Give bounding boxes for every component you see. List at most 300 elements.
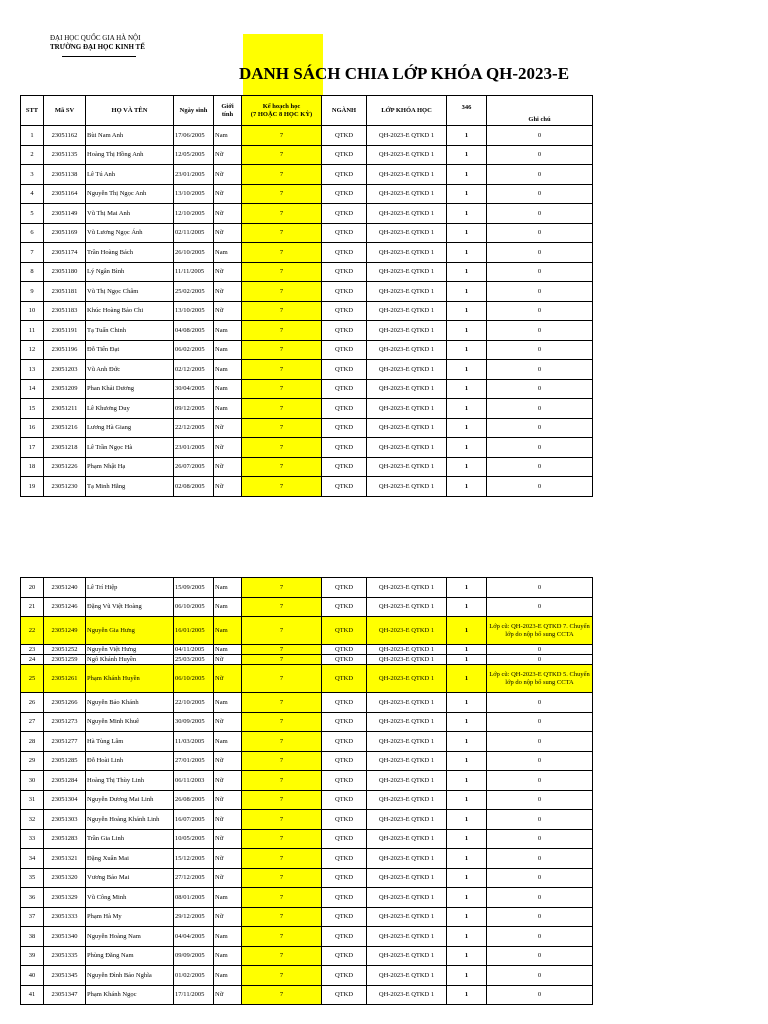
- nganh-cell: QTKD: [322, 321, 367, 341]
- ke-hoach-cell: 7: [242, 966, 322, 986]
- gioi-tinh-cell: Nam: [214, 645, 242, 655]
- gioi-tinh-cell: Nam: [214, 360, 242, 380]
- ghi-chu-cell: 0: [487, 829, 593, 849]
- gioi-tinh-cell: Nữ: [214, 665, 242, 693]
- ngay-sinh-cell: 30/09/2005: [174, 712, 214, 732]
- table-row: [21, 321, 593, 341]
- ho-ten-cell: Tạ Minh Hằng: [86, 477, 174, 497]
- stt-cell: 38: [21, 927, 44, 947]
- ho-ten-cell: Vương Bảo Mai: [86, 868, 174, 888]
- table-row: [21, 243, 593, 263]
- ma-sv-cell: 23051259: [44, 655, 86, 665]
- ghi-chu-cell: 0: [487, 790, 593, 810]
- nganh-cell: QTKD: [322, 645, 367, 655]
- ma-sv-cell: 23051347: [44, 985, 86, 1005]
- gioi-tinh-cell: Nữ: [214, 849, 242, 869]
- ngay-sinh-cell: 27/01/2005: [174, 751, 214, 771]
- nganh-cell: QTKD: [322, 597, 367, 617]
- nganh-cell: QTKD: [322, 868, 367, 888]
- ke-hoach-cell: 7: [242, 946, 322, 966]
- ghi-chu-cell: 0: [487, 457, 593, 477]
- lop-cell: QH-2023-E QTKD 1: [367, 985, 447, 1005]
- lop-cell: QH-2023-E QTKD 1: [367, 849, 447, 869]
- gioi-tinh-cell: Nữ: [214, 301, 242, 321]
- stt-cell: 6: [21, 223, 44, 243]
- ho-ten-cell: Nguyễn Việt Hưng: [86, 645, 174, 655]
- ghi-chu-cell: 0: [487, 399, 593, 419]
- stt-cell: 14: [21, 379, 44, 399]
- table-row: [21, 849, 593, 869]
- nganh-cell: QTKD: [322, 732, 367, 752]
- ke-hoach-cell: 7: [242, 771, 322, 791]
- ke-hoach-cell: 7: [242, 693, 322, 713]
- ngay-sinh-cell: 23/01/2005: [174, 438, 214, 458]
- table-row: [21, 888, 593, 908]
- count-cell: 1: [447, 165, 487, 185]
- lop-cell: QH-2023-E QTKD 1: [367, 321, 447, 341]
- ngay-sinh-cell: 30/04/2005: [174, 379, 214, 399]
- lop-cell: QH-2023-E QTKD 1: [367, 771, 447, 791]
- ghi-chu-cell: Lớp cũ: QH-2023-E QTKD 7. Chuyển lớp do nộp bổ sung CCTA: [487, 617, 593, 645]
- ghi-chu-cell: 0: [487, 693, 593, 713]
- count-cell: 1: [447, 907, 487, 927]
- ghi-chu-cell: 0: [487, 771, 593, 791]
- count-cell: 1: [447, 790, 487, 810]
- stt-cell: 19: [21, 477, 44, 497]
- ke-hoach-cell: 7: [242, 418, 322, 438]
- table-row: [21, 771, 593, 791]
- ma-sv-cell: 23051333: [44, 907, 86, 927]
- stt-cell: 15: [21, 399, 44, 419]
- ho-ten-cell: Nguyễn Gia Hưng: [86, 617, 174, 645]
- col-ho-ten: HỌ VÀ TÊN: [86, 96, 174, 126]
- ke-hoach-cell: 7: [242, 790, 322, 810]
- ke-hoach-cell: 7: [242, 927, 322, 947]
- ghi-chu-cell: 0: [487, 165, 593, 185]
- count-cell: 1: [447, 985, 487, 1005]
- count-cell: 1: [447, 771, 487, 791]
- stt-cell: 10: [21, 301, 44, 321]
- ke-hoach-cell: 7: [242, 665, 322, 693]
- gioi-tinh-cell: Nam: [214, 399, 242, 419]
- ghi-chu-cell: 0: [487, 732, 593, 752]
- nganh-cell: QTKD: [322, 655, 367, 665]
- ma-sv-cell: 23051149: [44, 204, 86, 224]
- ma-sv-cell: 23051180: [44, 262, 86, 282]
- gioi-tinh-cell: Nữ: [214, 655, 242, 665]
- ho-ten-cell: Nguyễn Bảo Khánh: [86, 693, 174, 713]
- ho-ten-cell: Vũ Công Minh: [86, 888, 174, 908]
- stt-cell: 7: [21, 243, 44, 263]
- stt-cell: 28: [21, 732, 44, 752]
- count-cell: 1: [447, 966, 487, 986]
- ngay-sinh-cell: 12/05/2005: [174, 145, 214, 165]
- lop-cell: QH-2023-E QTKD 1: [367, 145, 447, 165]
- gioi-tinh-cell: Nữ: [214, 751, 242, 771]
- stt-cell: 37: [21, 907, 44, 927]
- stt-cell: 25: [21, 665, 44, 693]
- table-row: [21, 282, 593, 302]
- lop-cell: QH-2023-E QTKD 1: [367, 457, 447, 477]
- stt-cell: 2: [21, 145, 44, 165]
- ho-ten-cell: Lê Trần Ngọc Hà: [86, 438, 174, 458]
- stt-cell: 21: [21, 597, 44, 617]
- ghi-chu-cell: 0: [487, 204, 593, 224]
- table-row: [21, 645, 593, 655]
- gioi-tinh-cell: Nữ: [214, 262, 242, 282]
- ngay-sinh-cell: 26/07/2005: [174, 457, 214, 477]
- ke-hoach-cell: 7: [242, 477, 322, 497]
- count-cell: 1: [447, 243, 487, 263]
- ghi-chu-cell: 0: [487, 985, 593, 1005]
- lop-cell: QH-2023-E QTKD 1: [367, 829, 447, 849]
- nganh-cell: QTKD: [322, 907, 367, 927]
- lop-cell: QH-2023-E QTKD 1: [367, 617, 447, 645]
- lop-cell: QH-2023-E QTKD 1: [367, 655, 447, 665]
- gioi-tinh-cell: Nam: [214, 578, 242, 598]
- lop-cell: QH-2023-E QTKD 1: [367, 282, 447, 302]
- count-cell: 1: [447, 712, 487, 732]
- ma-sv-cell: 23051249: [44, 617, 86, 645]
- stt-cell: 5: [21, 204, 44, 224]
- stt-cell: 18: [21, 457, 44, 477]
- ghi-chu-cell: 0: [487, 578, 593, 598]
- count-cell: 1: [447, 360, 487, 380]
- ngay-sinh-cell: 23/01/2005: [174, 165, 214, 185]
- ngay-sinh-cell: 13/10/2005: [174, 184, 214, 204]
- gioi-tinh-cell: Nam: [214, 243, 242, 263]
- nganh-cell: QTKD: [322, 578, 367, 598]
- table-row: [21, 165, 593, 185]
- ghi-chu-cell: 0: [487, 966, 593, 986]
- nganh-cell: QTKD: [322, 165, 367, 185]
- ngay-sinh-cell: 08/01/2005: [174, 888, 214, 908]
- ho-ten-cell: Vũ Lương Ngọc Ánh: [86, 223, 174, 243]
- ma-sv-cell: 23051252: [44, 645, 86, 655]
- ho-ten-cell: Vũ Thị Mai Anh: [86, 204, 174, 224]
- gioi-tinh-cell: Nữ: [214, 438, 242, 458]
- stt-cell: 12: [21, 340, 44, 360]
- gioi-tinh-cell: Nam: [214, 617, 242, 645]
- lop-cell: QH-2023-E QTKD 1: [367, 243, 447, 263]
- count-cell: 1: [447, 732, 487, 752]
- ghi-chu-cell: 0: [487, 126, 593, 146]
- ghi-chu-cell: 0: [487, 477, 593, 497]
- ghi-chu-cell: 0: [487, 888, 593, 908]
- ghi-chu-cell: 0: [487, 868, 593, 888]
- count-cell: 1: [447, 868, 487, 888]
- ma-sv-cell: 23051303: [44, 810, 86, 830]
- ghi-chu-cell: 0: [487, 927, 593, 947]
- nganh-cell: QTKD: [322, 849, 367, 869]
- gioi-tinh-cell: Nữ: [214, 418, 242, 438]
- ke-hoach-cell: 7: [242, 732, 322, 752]
- table-row: [21, 665, 593, 693]
- ho-ten-cell: Lê Tú Anh: [86, 165, 174, 185]
- ke-hoach-cell: 7: [242, 126, 322, 146]
- ho-ten-cell: Trần Gia Linh: [86, 829, 174, 849]
- stt-cell: 22: [21, 617, 44, 645]
- ngay-sinh-cell: 16/01/2005: [174, 617, 214, 645]
- ngay-sinh-cell: 11/03/2005: [174, 732, 214, 752]
- ma-sv-cell: 23051285: [44, 751, 86, 771]
- page-title: DANH SÁCH CHIA LỚP KHÓA QH-2023-E: [238, 64, 570, 83]
- stt-cell: 29: [21, 751, 44, 771]
- ma-sv-cell: 23051230: [44, 477, 86, 497]
- ma-sv-cell: 23051240: [44, 578, 86, 598]
- gioi-tinh-cell: Nữ: [214, 985, 242, 1005]
- ma-sv-cell: 23051135: [44, 145, 86, 165]
- table-row: [21, 145, 593, 165]
- ngay-sinh-cell: 25/03/2005: [174, 655, 214, 665]
- ho-ten-cell: Lý Ngân Bình: [86, 262, 174, 282]
- count-cell: 1: [447, 399, 487, 419]
- ghi-chu-cell: 0: [487, 946, 593, 966]
- ho-ten-cell: Nguyễn Dương Mai Linh: [86, 790, 174, 810]
- ngay-sinh-cell: 17/06/2005: [174, 126, 214, 146]
- gioi-tinh-cell: Nữ: [214, 282, 242, 302]
- count-cell: 1: [447, 578, 487, 598]
- col-ke-hoach: Kế hoạch học (7 HOẶC 8 HỌC KỲ): [242, 96, 322, 126]
- ngay-sinh-cell: 04/11/2005: [174, 645, 214, 655]
- ke-hoach-cell: 7: [242, 810, 322, 830]
- ho-ten-cell: Lương Hà Giang: [86, 418, 174, 438]
- ho-ten-cell: Bùi Nam Anh: [86, 126, 174, 146]
- nganh-cell: QTKD: [322, 665, 367, 693]
- nganh-cell: QTKD: [322, 282, 367, 302]
- table-row: [21, 126, 593, 146]
- count-cell: 1: [447, 282, 487, 302]
- stt-cell: 3: [21, 165, 44, 185]
- lop-cell: QH-2023-E QTKD 1: [367, 907, 447, 927]
- ke-hoach-cell: 7: [242, 204, 322, 224]
- ngay-sinh-cell: 13/10/2005: [174, 301, 214, 321]
- table-row: [21, 223, 593, 243]
- lop-cell: QH-2023-E QTKD 1: [367, 810, 447, 830]
- ghi-chu-cell: 0: [487, 597, 593, 617]
- ho-ten-cell: Nguyễn Minh Khuê: [86, 712, 174, 732]
- count-cell: 1: [447, 145, 487, 165]
- ma-sv-cell: 23051183: [44, 301, 86, 321]
- table-row: [21, 946, 593, 966]
- nganh-cell: QTKD: [322, 145, 367, 165]
- ke-hoach-cell: 7: [242, 165, 322, 185]
- stt-cell: 40: [21, 966, 44, 986]
- count-cell: 1: [447, 927, 487, 947]
- ke-hoach-cell: 7: [242, 438, 322, 458]
- table-row: [21, 184, 593, 204]
- count-cell: 1: [447, 438, 487, 458]
- table-row: [21, 301, 593, 321]
- lop-cell: QH-2023-E QTKD 1: [367, 438, 447, 458]
- table-row: [21, 790, 593, 810]
- ghi-chu-cell: 0: [487, 655, 593, 665]
- table-row: [21, 360, 593, 380]
- nganh-cell: QTKD: [322, 184, 367, 204]
- nganh-cell: QTKD: [322, 223, 367, 243]
- ma-sv-cell: 23051164: [44, 184, 86, 204]
- ma-sv-cell: 23051196: [44, 340, 86, 360]
- count-cell: 1: [447, 418, 487, 438]
- col-count: 346: [447, 96, 487, 126]
- gioi-tinh-cell: Nữ: [214, 204, 242, 224]
- student-table-page-1: [20, 95, 593, 497]
- lop-cell: QH-2023-E QTKD 1: [367, 204, 447, 224]
- gioi-tinh-cell: Nam: [214, 888, 242, 908]
- count-cell: 1: [447, 477, 487, 497]
- lop-cell: QH-2023-E QTKD 1: [367, 751, 447, 771]
- table-row: [21, 262, 593, 282]
- lop-cell: QH-2023-E QTKD 1: [367, 645, 447, 655]
- ke-hoach-cell: 7: [242, 712, 322, 732]
- gioi-tinh-cell: Nam: [214, 732, 242, 752]
- table-row: [21, 732, 593, 752]
- ngay-sinh-cell: 02/08/2005: [174, 477, 214, 497]
- school-name: TRƯỜNG ĐẠI HỌC KINH TẾ: [50, 43, 145, 51]
- lop-cell: QH-2023-E QTKD 1: [367, 399, 447, 419]
- ke-hoach-cell: 7: [242, 379, 322, 399]
- stt-cell: 23: [21, 645, 44, 655]
- gioi-tinh-cell: Nữ: [214, 145, 242, 165]
- gioi-tinh-cell: Nam: [214, 927, 242, 947]
- table-row: [21, 868, 593, 888]
- ho-ten-cell: Trần Hoàng Bách: [86, 243, 174, 263]
- table-row: [21, 340, 593, 360]
- ngay-sinh-cell: 22/12/2005: [174, 418, 214, 438]
- lop-cell: QH-2023-E QTKD 1: [367, 578, 447, 598]
- nganh-cell: QTKD: [322, 810, 367, 830]
- ghi-chu-cell: 0: [487, 145, 593, 165]
- ma-sv-cell: 23051320: [44, 868, 86, 888]
- ghi-chu-cell: 0: [487, 751, 593, 771]
- nganh-cell: QTKD: [322, 301, 367, 321]
- nganh-cell: QTKD: [322, 966, 367, 986]
- nganh-cell: QTKD: [322, 790, 367, 810]
- ke-hoach-cell: 7: [242, 399, 322, 419]
- ngay-sinh-cell: 01/02/2005: [174, 966, 214, 986]
- ke-hoach-cell: 7: [242, 301, 322, 321]
- table-row: [21, 907, 593, 927]
- ghi-chu-cell: 0: [487, 645, 593, 655]
- ngay-sinh-cell: 15/12/2005: [174, 849, 214, 869]
- ho-ten-cell: Đỗ Tiến Đạt: [86, 340, 174, 360]
- ke-hoach-cell: 7: [242, 262, 322, 282]
- ghi-chu-cell: 0: [487, 360, 593, 380]
- stt-cell: 31: [21, 790, 44, 810]
- count-cell: 1: [447, 301, 487, 321]
- ke-hoach-cell: 7: [242, 223, 322, 243]
- nganh-cell: QTKD: [322, 712, 367, 732]
- lop-cell: QH-2023-E QTKD 1: [367, 888, 447, 908]
- count-cell: 1: [447, 262, 487, 282]
- nganh-cell: QTKD: [322, 751, 367, 771]
- ma-sv-cell: 23051345: [44, 966, 86, 986]
- stt-cell: 13: [21, 360, 44, 380]
- ke-hoach-cell: 7: [242, 849, 322, 869]
- count-cell: 1: [447, 888, 487, 908]
- ngay-sinh-cell: 02/11/2005: [174, 223, 214, 243]
- count-cell: 1: [447, 223, 487, 243]
- count-cell: 1: [447, 946, 487, 966]
- gioi-tinh-cell: Nam: [214, 693, 242, 713]
- ke-hoach-cell: 7: [242, 457, 322, 477]
- stt-cell: 24: [21, 655, 44, 665]
- ho-ten-cell: Nguyễn Đình Bảo Nghĩa: [86, 966, 174, 986]
- gioi-tinh-cell: Nam: [214, 597, 242, 617]
- ngay-sinh-cell: 04/04/2005: [174, 927, 214, 947]
- ngay-sinh-cell: 06/02/2005: [174, 340, 214, 360]
- ma-sv-cell: 23051216: [44, 418, 86, 438]
- lop-cell: QH-2023-E QTKD 1: [367, 477, 447, 497]
- ke-hoach-cell: 7: [242, 985, 322, 1005]
- gioi-tinh-cell: Nữ: [214, 477, 242, 497]
- ngay-sinh-cell: 26/10/2005: [174, 243, 214, 263]
- lop-cell: QH-2023-E QTKD 1: [367, 712, 447, 732]
- count-cell: 1: [447, 597, 487, 617]
- nganh-cell: QTKD: [322, 829, 367, 849]
- ma-sv-cell: 23051226: [44, 457, 86, 477]
- lop-cell: QH-2023-E QTKD 1: [367, 732, 447, 752]
- ma-sv-cell: 23051321: [44, 849, 86, 869]
- table-row: [21, 617, 593, 645]
- table-row: [21, 693, 593, 713]
- table-row: [21, 985, 593, 1005]
- ma-sv-cell: 23051191: [44, 321, 86, 341]
- ma-sv-cell: 23051218: [44, 438, 86, 458]
- lop-cell: QH-2023-E QTKD 1: [367, 693, 447, 713]
- ho-ten-cell: Vũ Anh Đức: [86, 360, 174, 380]
- lop-cell: QH-2023-E QTKD 1: [367, 165, 447, 185]
- table-row: [21, 477, 593, 497]
- lop-cell: QH-2023-E QTKD 1: [367, 597, 447, 617]
- nganh-cell: QTKD: [322, 243, 367, 263]
- stt-cell: 34: [21, 849, 44, 869]
- ngay-sinh-cell: 27/12/2005: [174, 868, 214, 888]
- ho-ten-cell: Phạm Nhật Hạ: [86, 457, 174, 477]
- ngay-sinh-cell: 25/02/2005: [174, 282, 214, 302]
- ke-hoach-cell: 7: [242, 340, 322, 360]
- ke-hoach-cell: 7: [242, 655, 322, 665]
- ho-ten-cell: Hà Tùng Lâm: [86, 732, 174, 752]
- ma-sv-cell: 23051181: [44, 282, 86, 302]
- ke-hoach-cell: 7: [242, 243, 322, 263]
- table-row: [21, 597, 593, 617]
- gioi-tinh-cell: Nam: [214, 966, 242, 986]
- lop-cell: QH-2023-E QTKD 1: [367, 126, 447, 146]
- stt-cell: 32: [21, 810, 44, 830]
- lop-cell: QH-2023-E QTKD 1: [367, 418, 447, 438]
- gioi-tinh-cell: Nữ: [214, 868, 242, 888]
- stt-cell: 36: [21, 888, 44, 908]
- stt-cell: 26: [21, 693, 44, 713]
- table-row: [21, 655, 593, 665]
- gioi-tinh-cell: Nam: [214, 946, 242, 966]
- ma-sv-cell: 23051169: [44, 223, 86, 243]
- stt-cell: 20: [21, 578, 44, 598]
- stt-cell: 35: [21, 868, 44, 888]
- ngay-sinh-cell: 29/12/2005: [174, 907, 214, 927]
- school-underline: [62, 56, 136, 57]
- nganh-cell: QTKD: [322, 204, 367, 224]
- ho-ten-cell: Hoàng Thị Hồng Anh: [86, 145, 174, 165]
- ho-ten-cell: Phan Khải Dương: [86, 379, 174, 399]
- gioi-tinh-cell: Nữ: [214, 712, 242, 732]
- gioi-tinh-cell: Nữ: [214, 810, 242, 830]
- ma-sv-cell: 23051284: [44, 771, 86, 791]
- ma-sv-cell: 23051246: [44, 597, 86, 617]
- ma-sv-cell: 23051211: [44, 399, 86, 419]
- ma-sv-cell: 23051283: [44, 829, 86, 849]
